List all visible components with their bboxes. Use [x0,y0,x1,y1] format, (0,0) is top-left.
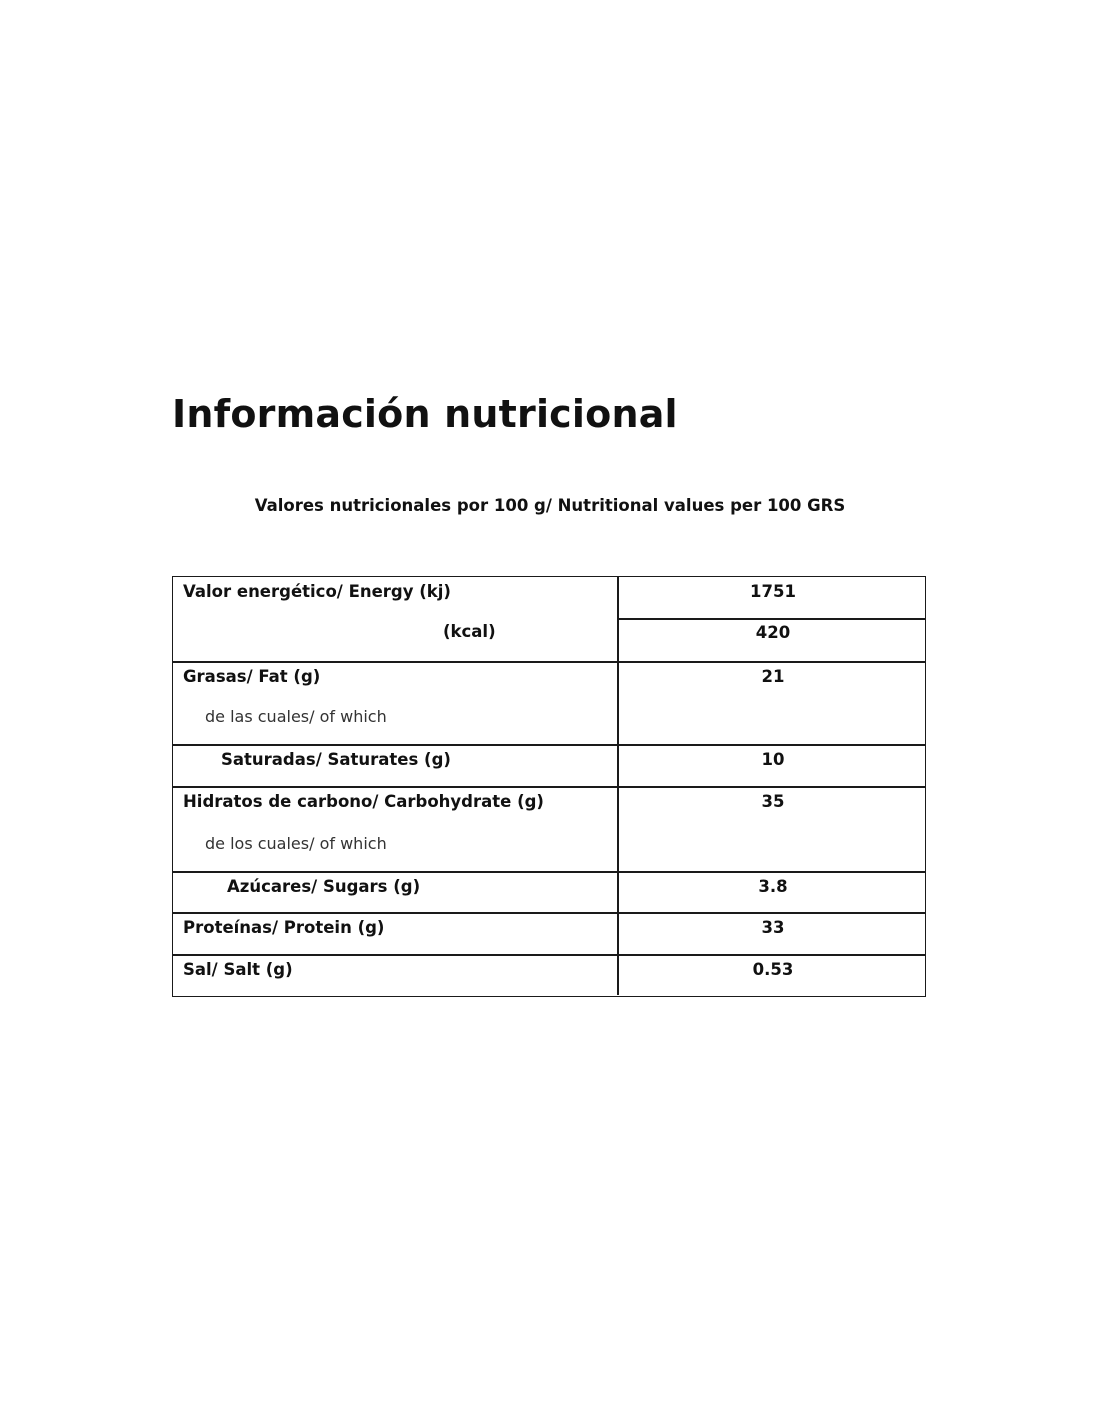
row-divider [173,744,925,746]
energy-kcal-value: 420 [755,623,791,642]
protein-label: Proteínas/ Protein (g) [183,918,385,937]
row-divider [173,786,925,788]
fat-value: 21 [761,667,785,686]
row-divider [173,912,925,914]
fat-label: Grasas/ Fat (g) [183,667,321,686]
saturates-value: 10 [761,750,785,769]
row-divider [617,618,925,620]
row-divider [173,871,925,873]
energy-kcal-label: (kcal) [443,622,496,641]
row-divider [173,661,925,663]
sugars-label: Azúcares/ Sugars (g) [227,877,421,896]
energy-label: Valor energético/ Energy (kj) [183,582,451,601]
energy-kj-value: 1751 [750,582,796,601]
salt-value: 0.53 [752,960,794,979]
sugars-value: 3.8 [758,877,788,896]
salt-label: Sal/ Salt (g) [183,960,293,979]
table-subtitle: Valores nutricionales por 100 g/ Nutritional values per 100 GRS [254,496,846,515]
fat-sub-label: de las cuales/ of which [205,707,387,726]
carbohydrate-label: Hidratos de carbono/ Carbohydrate (g) [183,792,544,811]
nutrition-table [172,576,926,997]
carbohydrate-sub-label: de los cuales/ of which [205,834,387,853]
carbohydrate-value: 35 [761,792,785,811]
page-title: Información nutricional [172,392,678,436]
protein-value: 33 [761,918,785,937]
row-divider [173,954,925,956]
saturates-label: Saturadas/ Saturates (g) [221,750,451,769]
